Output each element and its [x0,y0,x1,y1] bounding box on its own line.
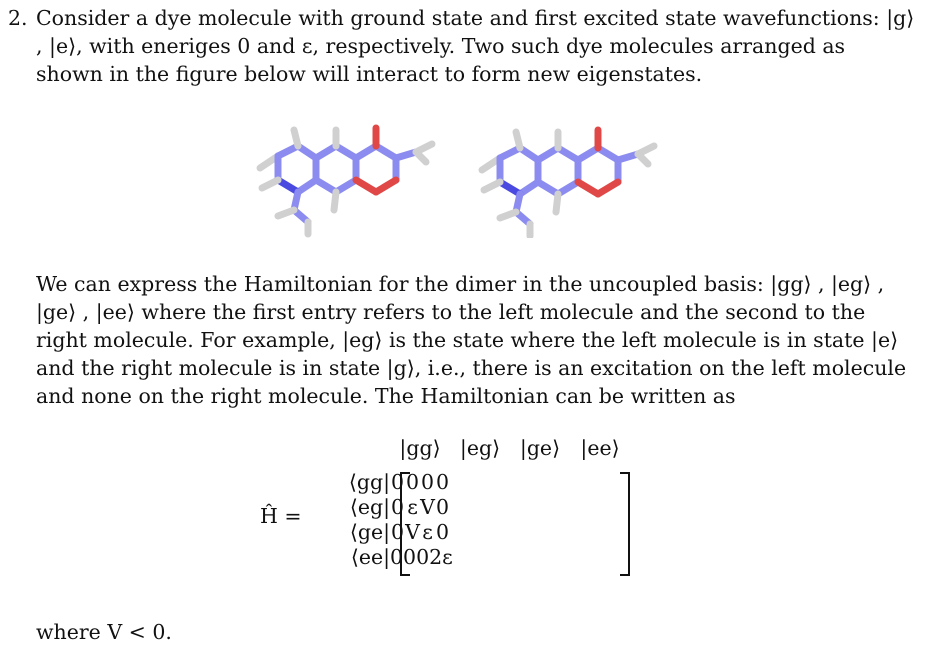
matrix-cell: 2ε [429,545,453,569]
column-header: |gg⟩ [399,436,441,460]
matrix-column-headers [390,436,630,460]
column-header: |eg⟩ [459,436,501,460]
row-header: ⟨ee| [350,545,390,569]
matrix-cell: 0 [390,520,405,544]
matrix-cell: 0 [403,545,417,569]
matrix-row [390,470,450,495]
matrix-cell: ε [422,520,433,544]
matrix-cell: V [405,520,420,544]
problem-intro [8,4,916,88]
row-header: ⟨gg| [348,470,390,494]
row-header: ⟨eg| [349,495,390,519]
dye-dimer-figure [250,118,670,238]
matrix-right-bracket [620,472,630,576]
right-dye-molecule [482,130,654,236]
matrix-cell: ε [407,495,418,519]
matrix-cell: 0 [405,470,420,494]
matrix-row [390,545,453,570]
matrix-cell: 0 [420,470,435,494]
closing-condition: where V < 0. [36,620,172,644]
intro-text: Consider a dye molecule with ground state and first excited state wavefunctions: |g⟩ , |e⟩, with eneriges 0 and ε, respectively. Two such dye molecules arranged as shown in the figure below will interact to form new eigenstates. [36,6,915,86]
matrix-cell: 0 [435,470,450,494]
matrix-cell: 0 [390,470,405,494]
problem-number: 2. [8,6,28,30]
hamiltonian-matrix [260,436,680,586]
hamiltonian-symbol: Ĥ = [260,504,302,528]
matrix-cell: 0 [390,545,404,569]
column-header: |ge⟩ [519,436,561,460]
matrix-cell: 0 [435,495,450,519]
matrix-cells [390,470,453,570]
matrix-cell: V [420,495,435,519]
left-dye-molecule [260,128,432,234]
matrix-cell: 0 [416,545,430,569]
column-header: |ee⟩ [580,436,620,460]
row-header: ⟨ge| [349,520,390,544]
matrix-row-headers [330,470,390,570]
matrix-row [390,495,450,520]
matrix-row [390,520,450,545]
hamiltonian-description: We can express the Hamiltonian for the dimer in the uncoupled basis: |gg⟩ , |eg⟩ , |ge⟩ , |ee⟩ where the first entry refers to the left molecule and the second to the right molecule. For example, |eg⟩ is the state where the left molecule is in state |e⟩ and the right molecule is in state |g⟩, i.e., there is an excitation on the left molecule and none on the right molecule. The Hamiltonian can be written as [36,272,907,408]
matrix-cell: 0 [435,520,450,544]
matrix-cell: 0 [390,495,405,519]
